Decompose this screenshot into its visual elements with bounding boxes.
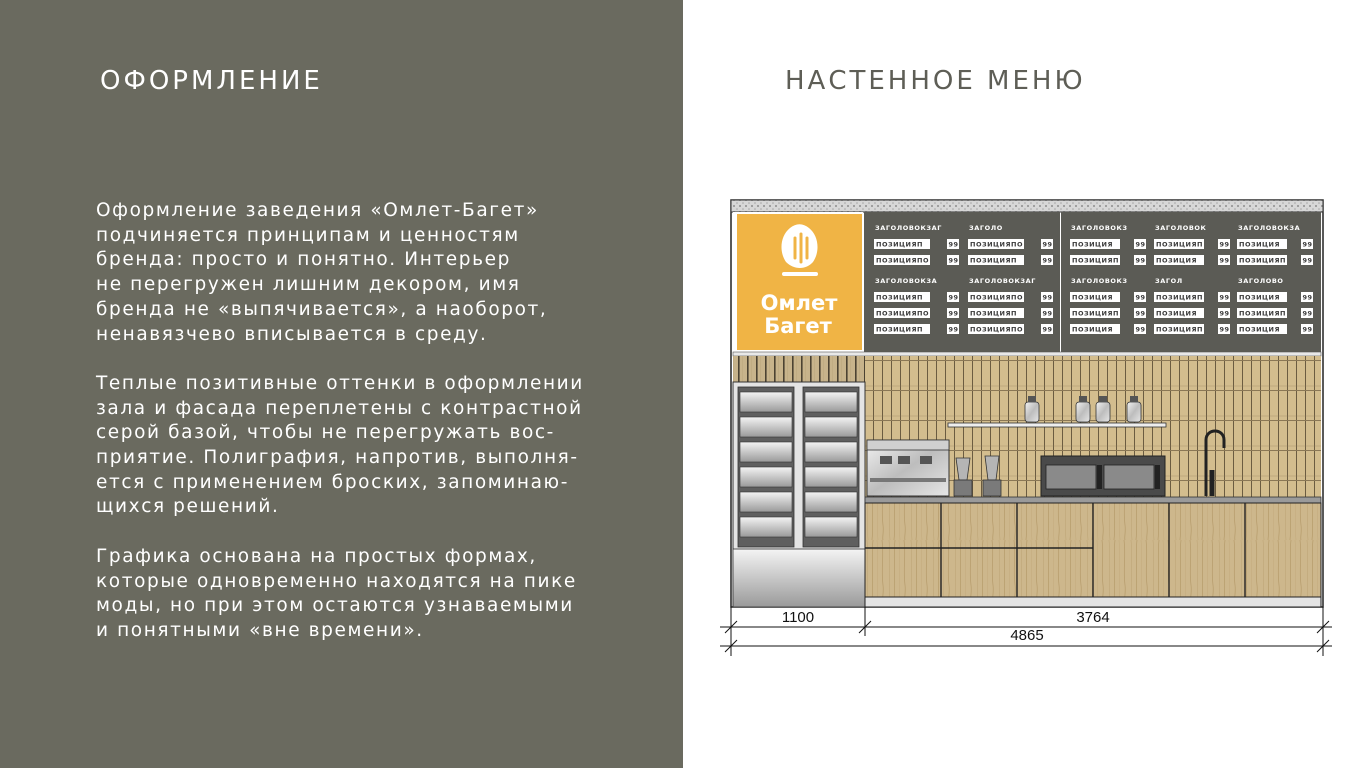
menu-item-price: 99 — [1302, 325, 1313, 334]
text-line: Оформление заведения «Омлет-Багет» — [96, 200, 539, 221]
menu-header: ЗАГОЛОВОК — [1155, 224, 1207, 232]
menu-item-name: ПОЗИЦИЯ — [1072, 293, 1113, 302]
menu-item-price: 99 — [1135, 256, 1146, 265]
text-line: зала и фасада переплетены с контрастной — [96, 397, 583, 419]
menu-item-name: ПОЗИЦИЯ — [1239, 293, 1280, 302]
menu-item-price: 99 — [1219, 240, 1230, 249]
countertop — [865, 497, 1321, 503]
coffee-machine — [867, 440, 949, 496]
menu-item-price: 99 — [1042, 293, 1053, 302]
menu-header: ЗАГОЛОВОКЗАГ — [875, 224, 943, 232]
text-line: не перегружен лишним декором, имя — [96, 274, 521, 296]
wall-shelf — [948, 423, 1166, 427]
dimension-counter: 3764 — [1076, 609, 1110, 626]
menu-item-price: 99 — [948, 240, 959, 249]
menu-item-price: 99 — [1302, 240, 1313, 249]
plinth — [865, 597, 1321, 607]
menu-item-name: ПОЗИЦИЯ — [1156, 256, 1197, 265]
menu-item-name: ПОЗИЦИЯП — [970, 256, 1017, 265]
text-line: которые одновременно находятся на пике — [96, 570, 577, 592]
text-line: моды, но при этом остаются узнаваемыми — [96, 595, 574, 617]
menu-item-price: 99 — [948, 293, 959, 302]
menu-item-price: 99 — [1302, 256, 1313, 265]
fridge-shelf — [805, 467, 857, 487]
text-line: подчиняется принципам и ценностям — [96, 224, 520, 246]
fridge-shelf — [740, 442, 792, 462]
menu-header: ЗАГОЛ — [1155, 277, 1183, 285]
menu-item-price: 99 — [1302, 293, 1313, 302]
text-line: щихся решений. — [96, 496, 280, 518]
fridge-shelf — [740, 467, 792, 487]
wood-slats-left — [733, 356, 865, 382]
menu-header: ЗАГОЛОВОКЗ — [1071, 277, 1128, 285]
menu-item-price: 99 — [948, 309, 959, 318]
text-line: ненавязчево вписывается в среду. — [96, 323, 488, 345]
text-line: бренда не «выпячивается», а наоборот, — [96, 298, 548, 320]
menu-item-name: ПОЗИЦИЯП — [876, 325, 923, 334]
menu-item-name: ПОЗИЦИЯП — [1072, 256, 1119, 265]
menu-item-name: ПОЗИЦИЯП — [876, 293, 923, 302]
text-line: приятие. Полиграфия, напротив, выполня- — [96, 447, 579, 469]
menu-header: ЗАГОЛОВО — [1238, 277, 1284, 285]
menu-item-name: ПОЗИЦИЯ — [1239, 240, 1280, 249]
menu-item-price: 99 — [1219, 256, 1230, 265]
menu-item-name: ПОЗИЦИЯПО — [970, 293, 1023, 302]
menu-item-price: 99 — [1135, 309, 1146, 318]
menu-item-name: ПОЗИЦИЯ — [1072, 240, 1113, 249]
wall-menu-title: НАСТЕННОЕ МЕНЮ — [785, 66, 1086, 96]
menu-item-name: ПОЗИЦИЯП — [970, 309, 1017, 318]
text-line: и понятными «вне времени». — [96, 619, 424, 641]
menu-header: ЗАГОЛО — [969, 224, 1003, 232]
menu-item-name: ПОЗИЦИЯП — [1156, 293, 1203, 302]
menu-item-price: 99 — [1042, 325, 1053, 334]
fridge-shelf — [740, 492, 792, 512]
menu-item-price: 99 — [1219, 293, 1230, 302]
fridge-shelf — [805, 517, 857, 537]
menu-item-name: ПОЗИЦИЯП — [1072, 309, 1119, 318]
menu-header: ЗАГОЛОВОКЗАГ — [969, 277, 1037, 285]
menu-item-name: ПОЗИЦИЯПО — [970, 325, 1023, 334]
menu-item-name: ПОЗИЦИЯПО — [876, 256, 929, 265]
menu-item-name: ПОЗИЦИЯП — [1239, 309, 1286, 318]
fridge-shelf — [740, 417, 792, 437]
fridge-shelf — [805, 392, 857, 412]
menu-item-price: 99 — [1042, 309, 1053, 318]
menu-item-price: 99 — [1219, 325, 1230, 334]
text-line: бренда: просто и понятно. Интерьер — [96, 249, 511, 271]
text-line: ется с применением броских, запоминаю- — [96, 471, 570, 493]
menu-item-price: 99 — [1135, 293, 1146, 302]
text-line: Теплые позитивные оттенки в оформлении — [96, 372, 584, 394]
logo-line1: Омлет — [760, 291, 838, 315]
menu-item-price: 99 — [1219, 309, 1230, 318]
text-line: Графика основана на простых формах, — [96, 545, 537, 567]
menu-item-name: ПОЗИЦИЯП — [876, 240, 923, 249]
menu-item-price: 99 — [1042, 256, 1053, 265]
menu-item-price: 99 — [1042, 240, 1053, 249]
logo-line2: Багет — [764, 314, 832, 338]
menu-item-name: ПОЗИЦИЯП — [1156, 240, 1203, 249]
menu-item-name: ПОЗИЦИЯПО — [970, 240, 1023, 249]
menu-item-price: 99 — [948, 256, 959, 265]
section-title: ОФОРМЛЕНИЕ — [100, 66, 323, 96]
text-line: серой базой, чтобы не перегружать вос- — [96, 422, 555, 444]
dimension-fridge: 1100 — [781, 609, 815, 626]
menu-item-name: ПОЗИЦИЯП — [1239, 256, 1286, 265]
fridge-shelf — [805, 417, 857, 437]
fridge-shelf — [805, 492, 857, 512]
dimension-total: 4865 — [1010, 627, 1044, 644]
fridge-shelf — [740, 517, 792, 537]
ovens — [1041, 456, 1165, 496]
menu-header: ЗАГОЛОВОКЗ — [1071, 224, 1128, 232]
menu-header: ЗАГОЛОВОКЗА — [875, 277, 938, 285]
menu-item-price: 99 — [1302, 309, 1313, 318]
menu-item-price: 99 — [948, 325, 959, 334]
menu-item-price: 99 — [1135, 240, 1146, 249]
fridge-shelf — [740, 392, 792, 412]
menu-item-name: ПОЗИЦИЯПО — [876, 309, 929, 318]
menu-item-name: ПОЗИЦИЯ — [1239, 325, 1280, 334]
menu-item-name: ПОЗИЦИЯ — [1156, 309, 1197, 318]
menu-item-name: ПОЗИЦИЯ — [1072, 325, 1113, 334]
fridge-shelf — [805, 442, 857, 462]
ceiling-cornice — [731, 200, 1323, 212]
menu-item-name: ПОЗИЦИЯП — [1156, 325, 1203, 334]
menu-item-price: 99 — [1135, 325, 1146, 334]
menu-header: ЗАГОЛОВОКЗА — [1238, 224, 1301, 232]
